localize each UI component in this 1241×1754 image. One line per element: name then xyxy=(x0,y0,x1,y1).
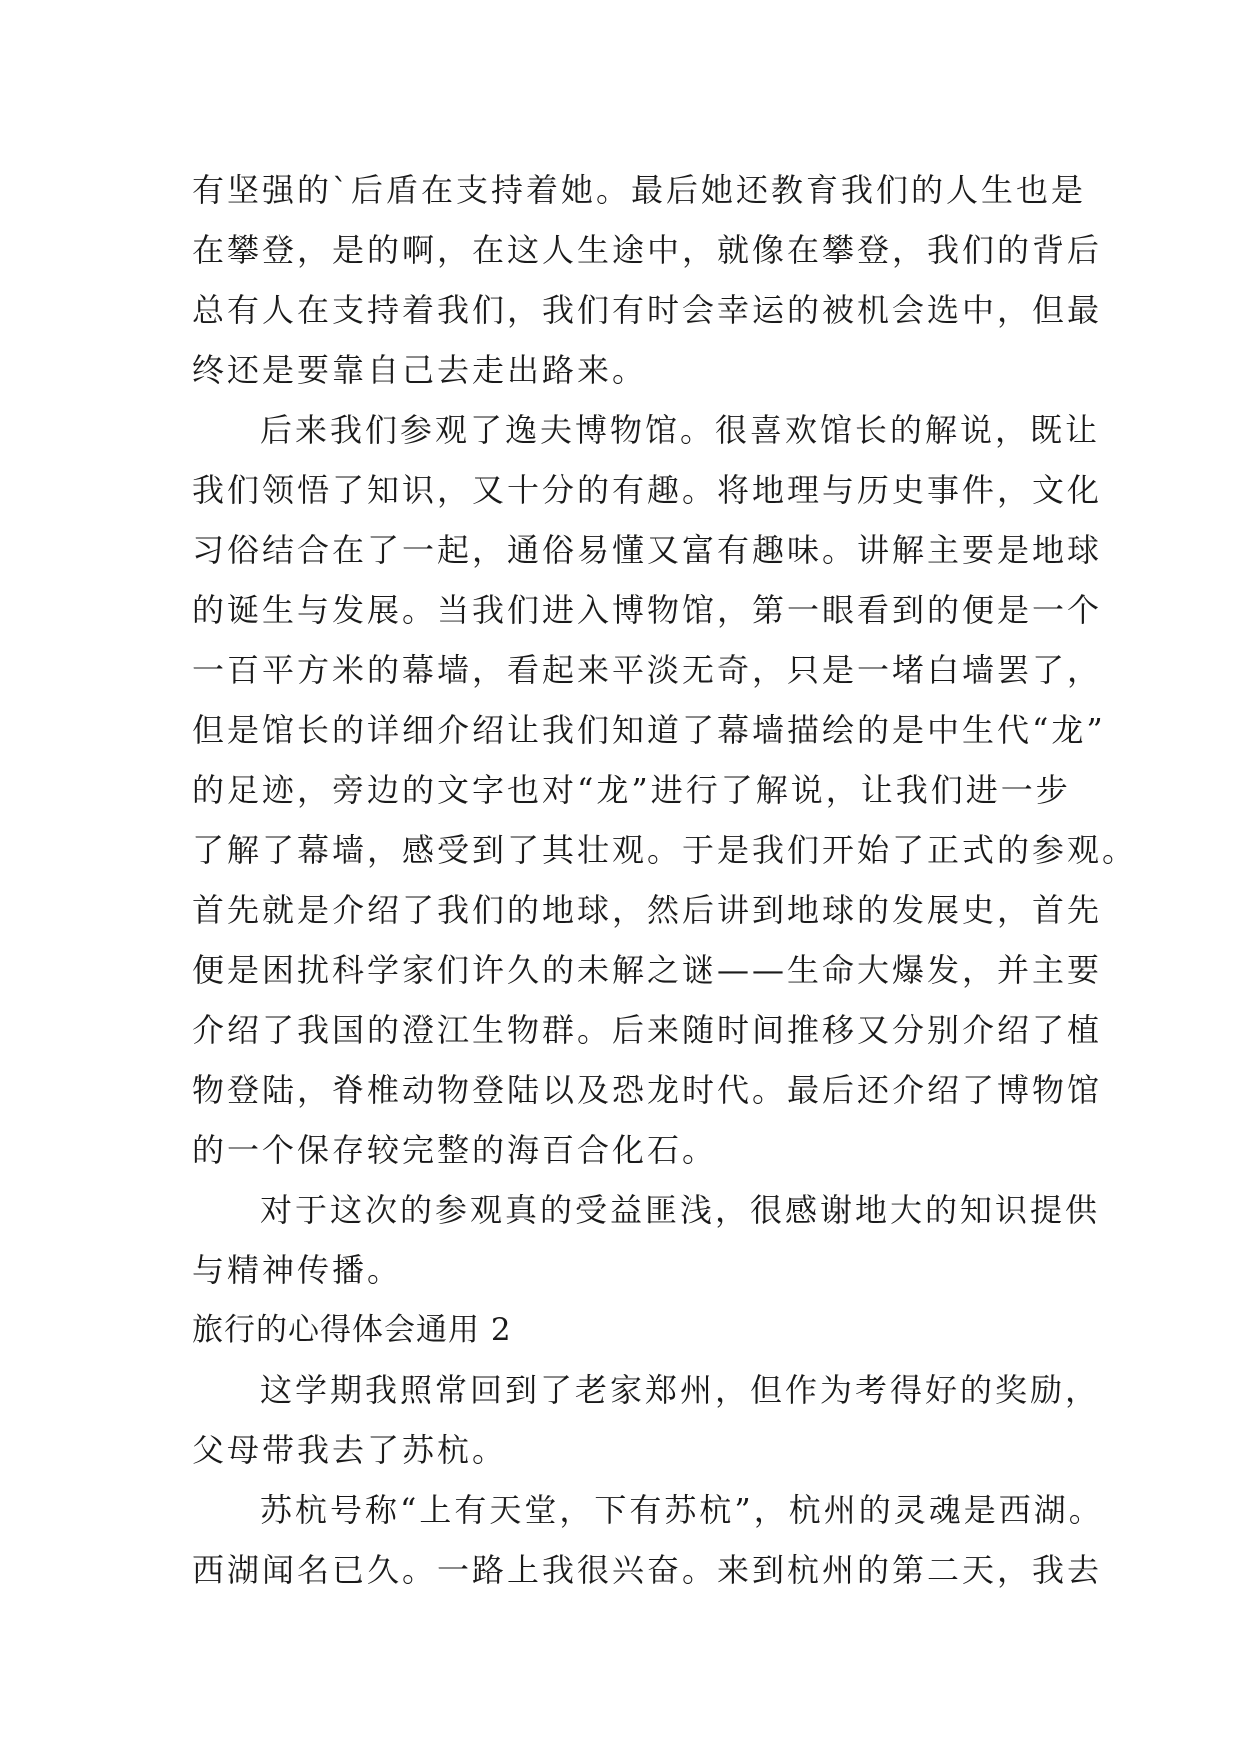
text-line: 父母带我去了苏杭。 xyxy=(192,1431,508,1469)
text-line: 首先就是介绍了我们的地球，然后讲到地球的发展史，首先 xyxy=(192,891,1103,929)
text-line: 我们领悟了知识，又十分的有趣。将地理与历史事件，文化 xyxy=(192,471,1103,509)
text-line: 在攀登，是的啊，在这人生途中，就像在攀登，我们的背后 xyxy=(192,231,1103,269)
text-line: 介绍了我国的澄江生物群。后来随时间推移又分别介绍了植 xyxy=(192,1011,1103,1049)
text-line: 西湖闻名已久。一路上我很兴奋。来到杭州的第二天，我去 xyxy=(192,1551,1103,1589)
section-heading: 旅行的心得体会通用 2 xyxy=(192,1312,512,1348)
text-line: 的足迹，旁边的文字也对“龙”进行了解说，让我们进一步 xyxy=(192,771,1071,809)
text-line: 了解了幕墙，感受到了其壮观。于是我们开始了正式的参观。 xyxy=(192,831,1138,869)
text-line: 的诞生与发展。当我们进入博物馆，第一眼看到的便是一个 xyxy=(192,591,1103,629)
text-line: 有坚强的`后盾在支持着她。最后她还教育我们的人生也是 xyxy=(192,171,1087,209)
text-line: 一百平方米的幕墙，看起来平淡无奇，只是一堵白墙罢了， xyxy=(192,651,1103,689)
paragraph-start-line: 对于这次的参观真的受益匪浅，很感谢地大的知识提供 xyxy=(260,1191,1101,1229)
text-line: 的一个保存较完整的海百合化石。 xyxy=(192,1131,718,1169)
text-line: 物登陆，脊椎动物登陆以及恐龙时代。最后还介绍了博物馆 xyxy=(192,1071,1103,1109)
text-line: 但是馆长的详细介绍让我们知道了幕墙描绘的是中生代“龙” xyxy=(192,711,1106,749)
paragraph-start-line: 这学期我照常回到了老家郑州，但作为考得好的奖励， xyxy=(260,1371,1101,1409)
text-line: 终还是要靠自己去走出路来。 xyxy=(192,351,648,389)
text-line: 总有人在支持着我们，我们有时会幸运的被机会选中，但最 xyxy=(192,291,1103,329)
paragraph-start-line: 后来我们参观了逸夫博物馆。很喜欢馆长的解说，既让 xyxy=(260,411,1101,449)
text-line: 与精神传播。 xyxy=(192,1251,403,1289)
text-line: 便是困扰科学家们许久的未解之谜——生命大爆发，并主要 xyxy=(192,951,1103,989)
text-line: 习俗结合在了一起，通俗易懂又富有趣味。讲解主要是地球 xyxy=(192,531,1103,569)
document-body xyxy=(192,160,1138,1600)
paragraph-start-line: 苏杭号称“上有天堂，下有苏杭”，杭州的灵魂是西湖。 xyxy=(260,1491,1104,1529)
